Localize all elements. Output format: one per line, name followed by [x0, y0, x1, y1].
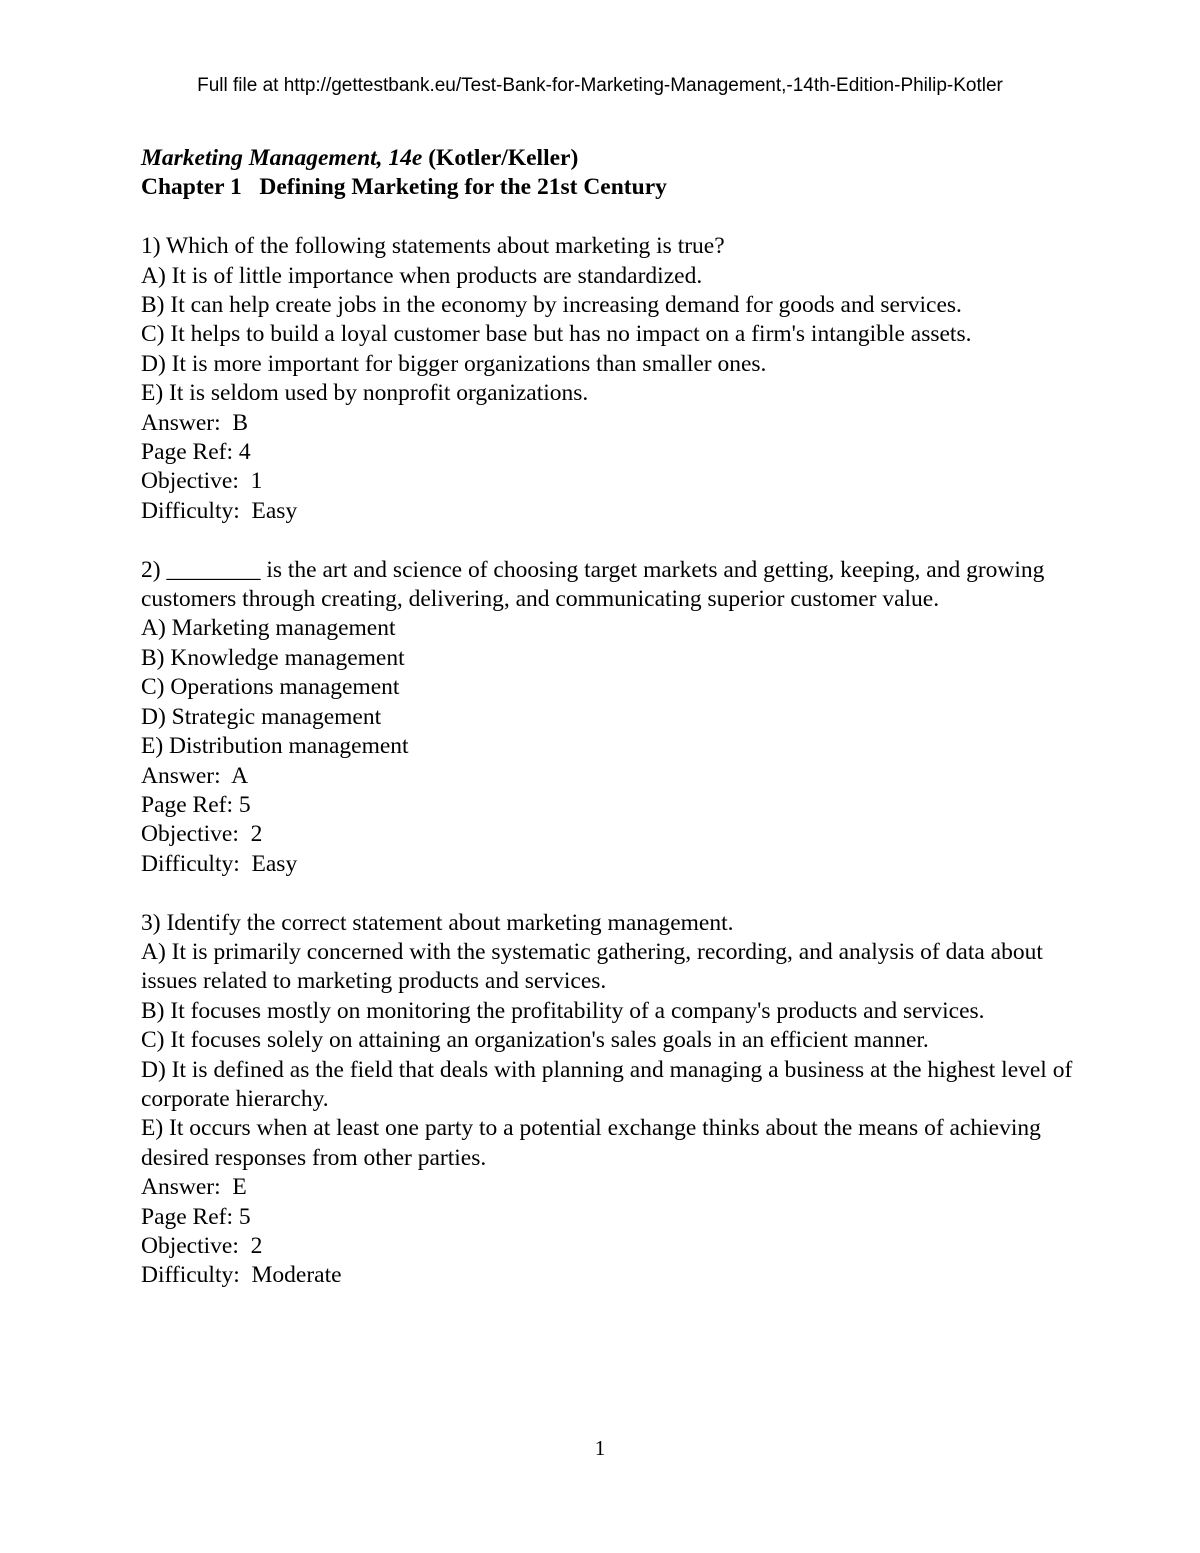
option-b: B) It focuses mostly on monitoring the profitability of a company's products and services. — [141, 997, 985, 1024]
document-body — [141, 144, 1081, 1291]
option-d: D) It is defined as the field that deals with planning and managing a business at the highest level of corporate hierarchy. — [141, 1056, 1073, 1112]
option-e: E) It is seldom used by nonprofit organizations. — [141, 380, 589, 407]
difficulty: Difficulty: Easy — [141, 850, 298, 877]
spacer — [141, 879, 1081, 908]
option-a: A) It is primarily concerned with the systematic gathering, recording, and analysis of data about issues related to marketing products and services. — [141, 938, 1043, 995]
option-e: E) Distribution management — [141, 733, 409, 760]
objective: Objective: 1 — [141, 468, 263, 495]
objective: Objective: 2 — [141, 1232, 263, 1259]
question-stem: 1) Which of the following statements about marketing is true? — [141, 233, 725, 260]
page-number: 1 — [594, 1436, 606, 1460]
spacer — [141, 526, 1081, 555]
question-3 — [141, 909, 1081, 1291]
chapter-heading: Chapter 1 Defining Marketing for the 21st Century — [141, 174, 667, 201]
book-authors: (Kotler/Keller) — [422, 145, 579, 171]
source-url-header: Full file at http://gettestbank.eu/Test-Bank-for-Marketing-Management,-14th-Edition-Philip-Kotler — [197, 75, 1003, 96]
option-d: D) Strategic management — [141, 703, 382, 730]
document-title — [141, 144, 1081, 173]
option-e: E) It occurs when at least one party to a potential exchange thinks about the means of achieving desired responses from other parties. — [141, 1115, 1041, 1171]
difficulty: Difficulty: Easy — [141, 497, 298, 524]
question-2 — [141, 556, 1081, 879]
page-ref: Page Ref: 5 — [141, 791, 251, 818]
question-stem: 2) ________ is the art and science of choosing target markets and getting, keeping, and growing customers through creating, delivering, and communicating superior customer value. — [141, 556, 1045, 613]
option-b: B) It can help create jobs in the economy by increasing demand for goods and services. — [141, 292, 962, 319]
spacer — [141, 203, 1081, 232]
page-ref: Page Ref: 4 — [141, 439, 251, 466]
answer: Answer: B — [141, 409, 249, 436]
option-c: C) It helps to build a loyal customer base but has no impact on a firm's intangible assets. — [141, 321, 972, 348]
option-c: C) It focuses solely on attaining an organization's sales goals in an efficient manner. — [141, 1027, 929, 1054]
objective: Objective: 2 — [141, 821, 263, 848]
question-stem: 3) Identify the correct statement about marketing management. — [141, 909, 734, 936]
question-1 — [141, 232, 1081, 526]
answer: Answer: E — [141, 1174, 247, 1201]
book-title: Marketing Management, 14e — [141, 145, 423, 171]
answer: Answer: A — [141, 762, 249, 789]
page-ref: Page Ref: 5 — [141, 1203, 251, 1230]
option-b: B) Knowledge management — [141, 644, 405, 671]
difficulty: Difficulty: Moderate — [141, 1262, 342, 1289]
option-a: A) Marketing management — [141, 615, 396, 642]
option-c: C) Operations management — [141, 674, 400, 701]
option-d: D) It is more important for bigger organizations than smaller ones. — [141, 350, 767, 377]
option-a: A) It is of little importance when products are standardized. — [141, 262, 703, 289]
